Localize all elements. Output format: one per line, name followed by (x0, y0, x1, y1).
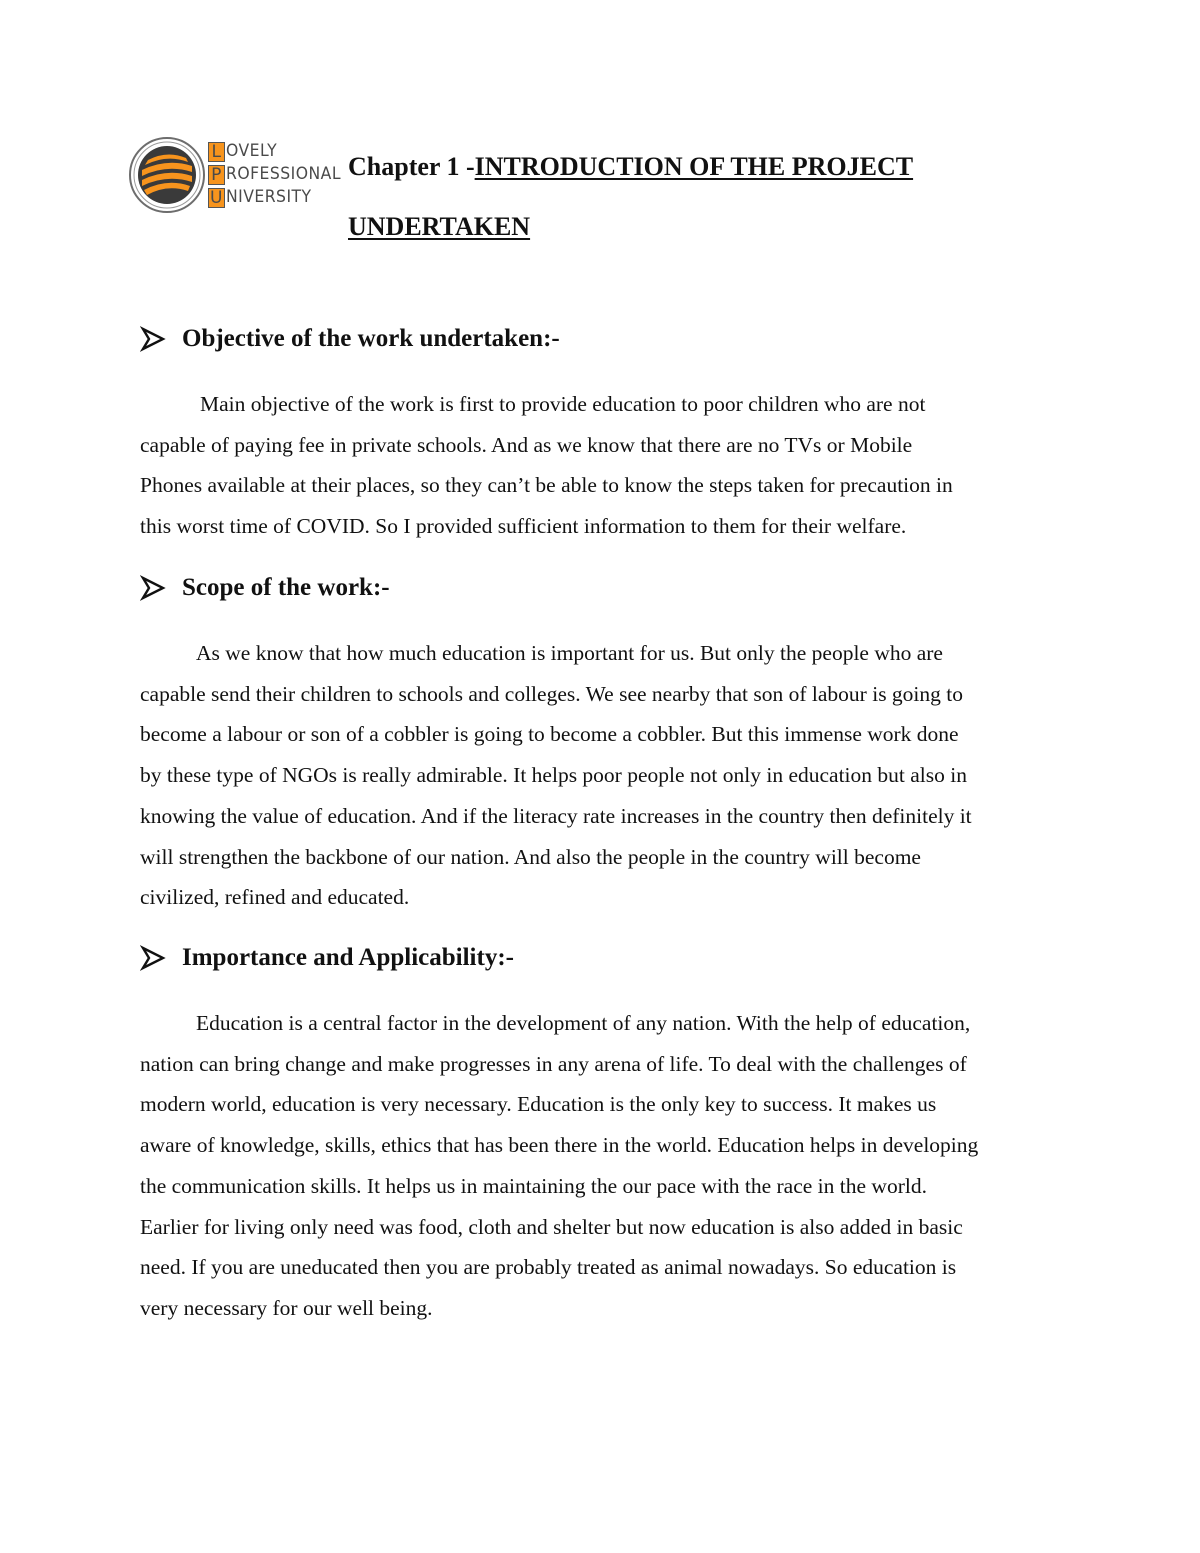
paragraph-line: Education is a central factor in the development of any nation. With the help of education, (196, 1011, 971, 1035)
section-heading-importance (140, 944, 514, 972)
wordmark-line-university (208, 186, 351, 209)
paragraph-line: modern world, education is very necessary. Education is the only key to success. It makes us (140, 1092, 937, 1117)
paragraph-line: very necessary for our well being. (140, 1295, 433, 1320)
wordmark-line-lovely (208, 140, 351, 163)
section-heading-scope (140, 574, 390, 602)
wordmark-rest-professional: ROFESSIONAL (226, 164, 342, 184)
paragraph-line: As we know that how much education is important for us. But only the people who are (196, 641, 943, 665)
chapter-title-prefix: Chapter 1 - (348, 152, 475, 181)
chapter-title (348, 152, 913, 182)
section-heading-text: Importance and Applicability:- (182, 944, 514, 971)
wordmark-rest-lovely: OVELY (226, 141, 278, 161)
university-wordmark (208, 140, 351, 209)
university-logo (128, 136, 342, 214)
wordmark-initial-u: U (208, 188, 225, 208)
arrow-bullet-icon (140, 575, 166, 601)
section-paragraph-scope (140, 633, 1060, 918)
paragraph-line: nation can bring change and make progresses in any arena of life. To deal with the challenges of (140, 1051, 967, 1076)
university-seal-icon (128, 136, 206, 214)
section-paragraph-objective (140, 384, 1060, 547)
chapter-title-continued (348, 212, 530, 242)
paragraph-line: civilized, refined and educated. (140, 885, 410, 910)
section-heading-text: Objective of the work undertaken:- (182, 325, 560, 352)
wordmark-initial-p: P (208, 165, 225, 185)
section-paragraph-importance (140, 1003, 1060, 1329)
paragraph-line: by these type of NGOs is really admirable. It helps poor people not only in education but also in (140, 763, 967, 788)
paragraph-line: capable send their children to schools and colleges. We see nearby that son of labour is going to (140, 681, 964, 706)
section-heading-objective (140, 325, 560, 353)
paragraph-line: will strengthen the backbone of our nation. And also the people in the country will become (140, 844, 921, 869)
paragraph-line: the communication skills. It helps us in maintaining the our pace with the race in the world. (140, 1173, 927, 1198)
chapter-title-main-2: UNDERTAKEN (348, 212, 531, 241)
paragraph-line: capable of paying fee in private schools. And as we know that there are no TVs or Mobile (140, 432, 913, 457)
paragraph-line: Main objective of the work is first to provide education to poor children who are not (200, 392, 926, 416)
paragraph-line: this worst time of COVID. So I provided sufficient information to them for their welfare. (140, 514, 907, 539)
section-heading-text: Scope of the work:- (182, 574, 390, 601)
wordmark-rest-university: NIVERSITY (226, 187, 312, 207)
paragraph-line: need. If you are uneducated then you are probably treated as animal nowadays. So education is (140, 1255, 957, 1280)
paragraph-line: aware of knowledge, skills, ethics that has been there in the world. Education helps in developing (140, 1133, 979, 1158)
paragraph-line: become a labour or son of a cobbler is going to become a cobbler. But this immense work done (140, 722, 959, 747)
paragraph-line: knowing the value of education. And if the literacy rate increases in the country then definitely it (140, 803, 972, 828)
arrow-bullet-icon (140, 945, 166, 971)
paragraph-line: Phones available at their places, so they can’t be able to know the steps taken for precaution in (140, 473, 953, 498)
wordmark-initial-l: L (208, 142, 225, 162)
paragraph-line: Earlier for living only need was food, cloth and shelter but now education is also added in basic (140, 1214, 963, 1239)
chapter-title-main: INTRODUCTION OF THE PROJECT (474, 152, 914, 181)
wordmark-line-professional (208, 163, 351, 186)
arrow-bullet-icon (140, 326, 166, 352)
